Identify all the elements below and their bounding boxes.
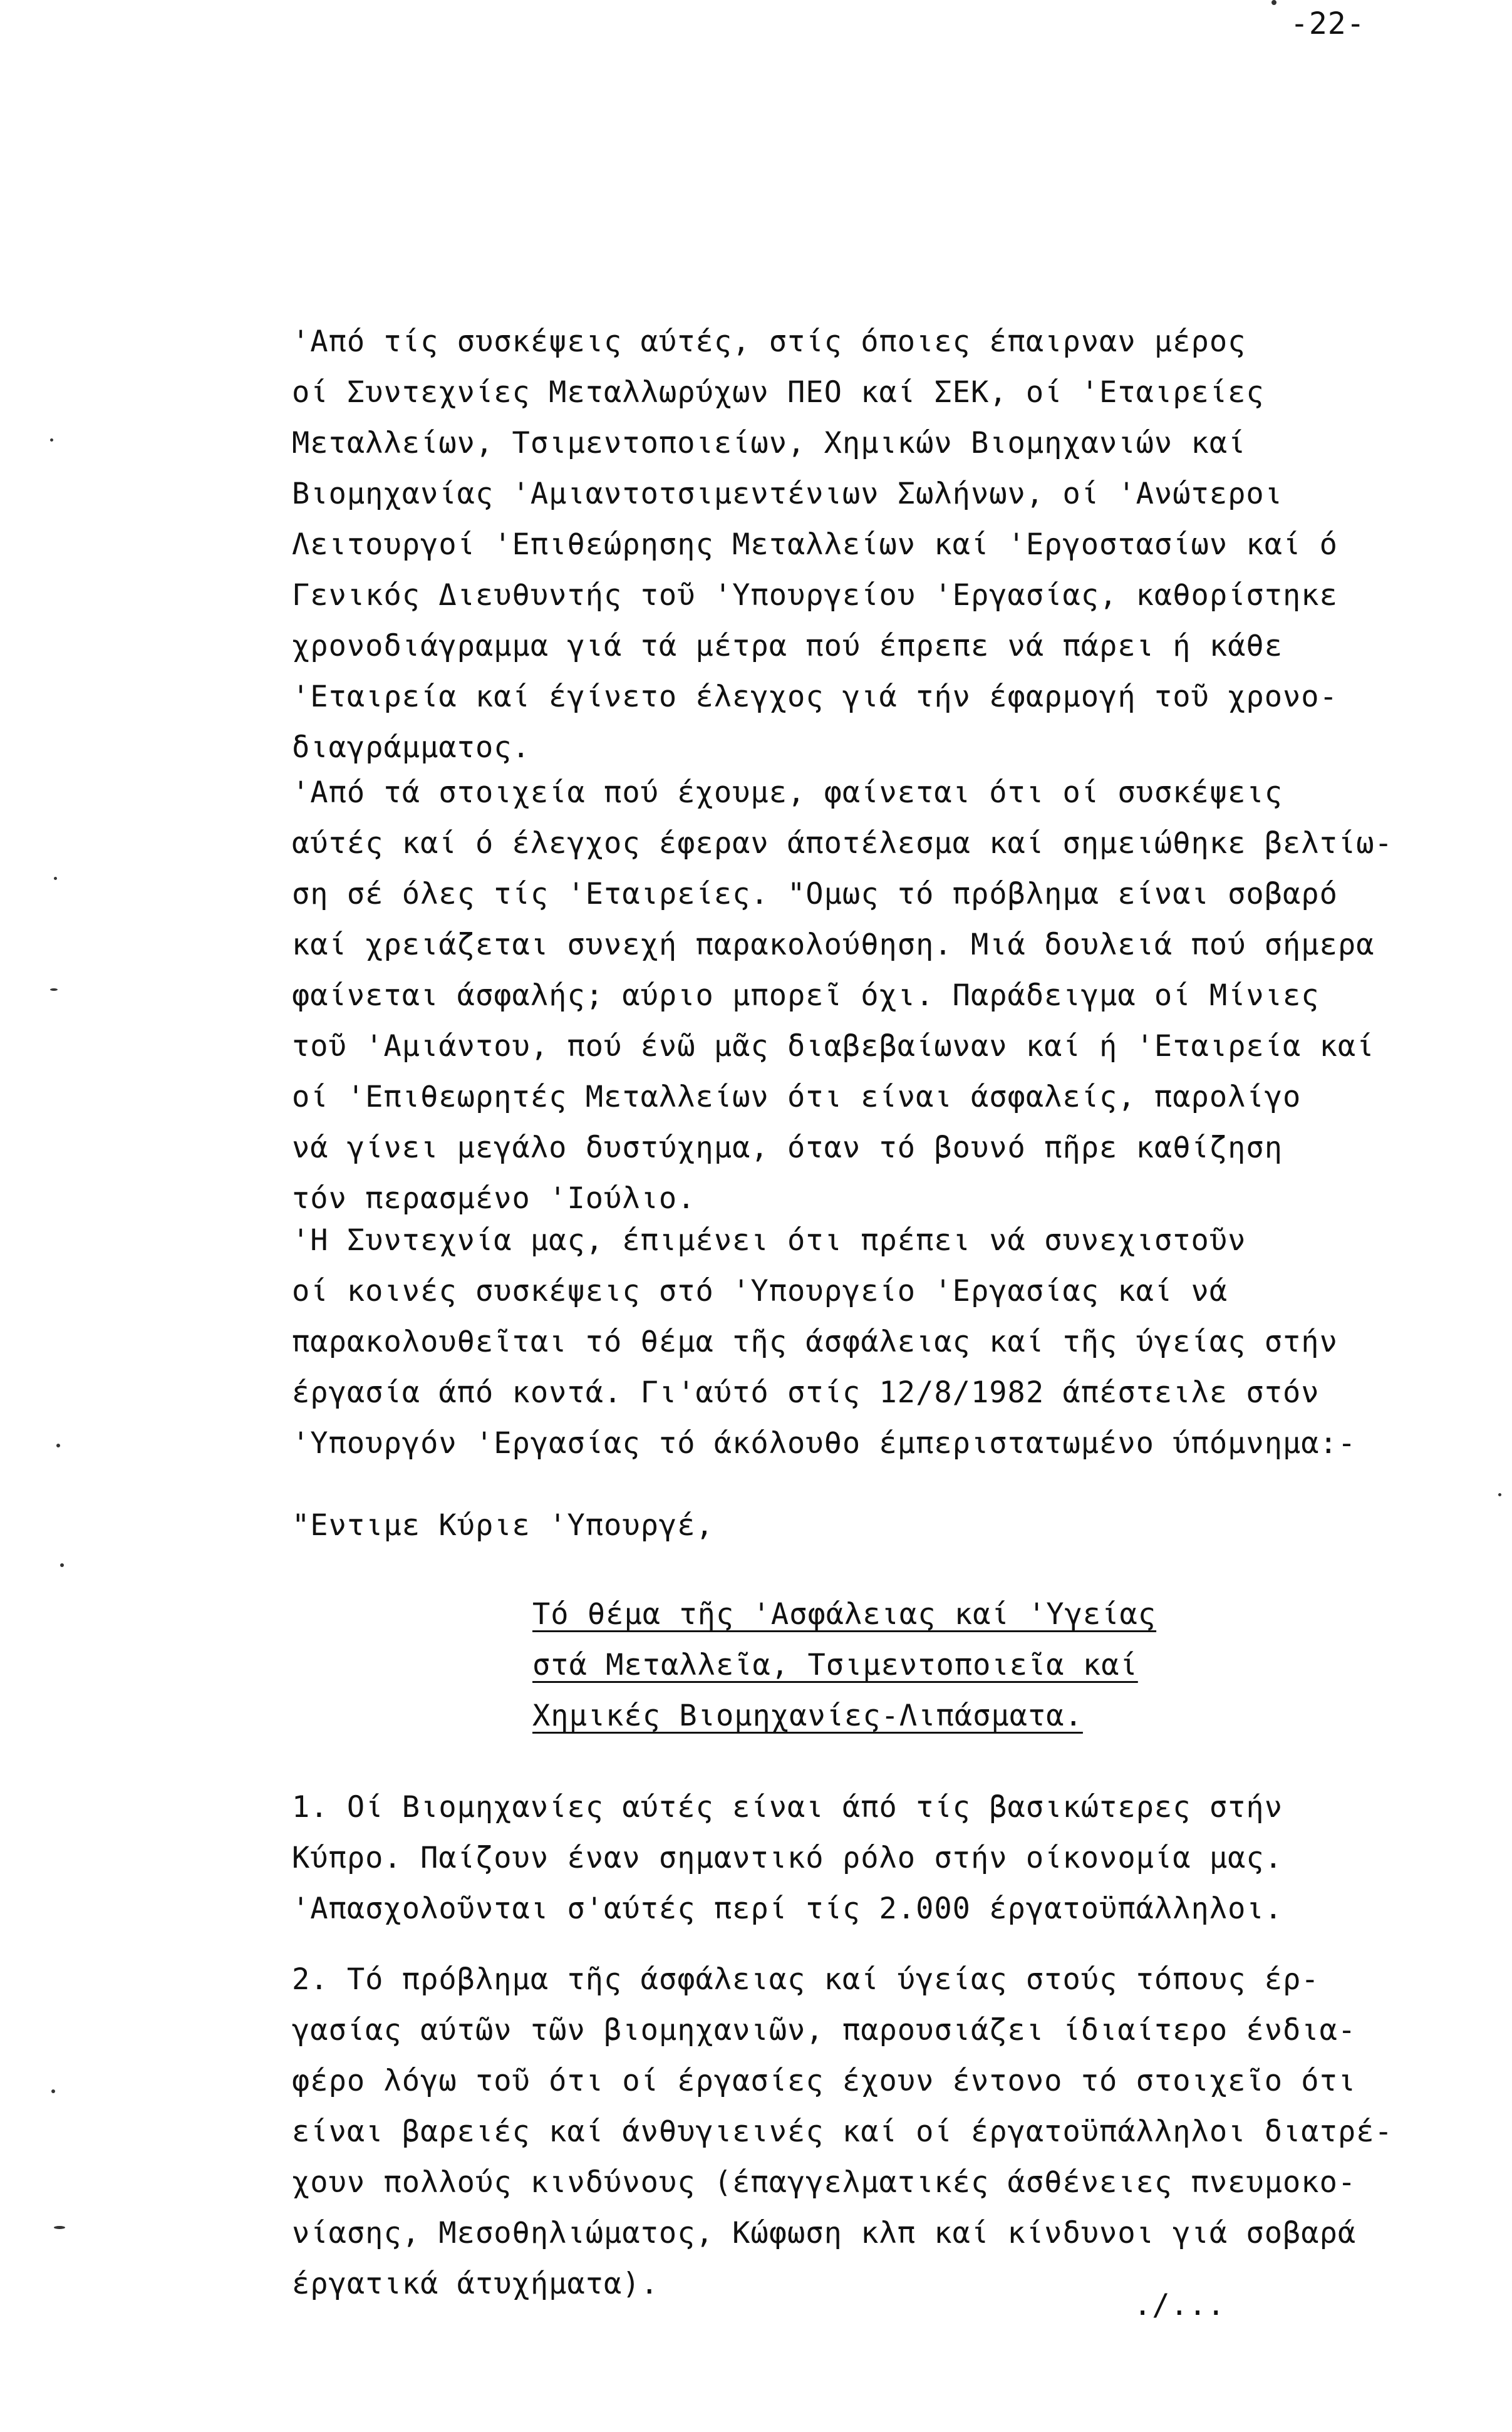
- text-line: διαγράμματος.: [292, 730, 531, 765]
- text-line: 'Από τίς συσκέψεις αύτές, στίς όποιες έπαιρναν μέρος: [292, 324, 1246, 359]
- text-line: νά γίνει μεγάλο δυστύχημα, όταν τό βουνό πῆρε καθίζηση: [292, 1131, 1283, 1165]
- scan-speck: [50, 438, 53, 442]
- salutation: "Εντιμε Κύριε 'Υπουργέ,: [292, 1508, 714, 1543]
- text-line: Γενικός Διευθυντής τοῦ 'Υπουργείου 'Εργασίας, καθορίστηκε: [292, 578, 1338, 613]
- numbered-item-2: [292, 1954, 1407, 2309]
- text-line: 'Απασχολοῦνται σ'αύτές περί τίς 2.000 έργατοϋπάλληλοι.: [292, 1891, 1283, 1926]
- text-line: αύτές καί ό έλεγχος έφεραν άποτέλεσμα καί σημειώθηκε βελτίω-: [292, 826, 1393, 861]
- text-line: Βιομηχανίας 'Αμιαντοτσιμεντένιων Σωλήνων, οί 'Ανώτεροι: [292, 477, 1283, 511]
- text-line: έργατικά άτυχήματα).: [292, 2267, 659, 2301]
- text-line: τοῦ 'Αμιάντου, πού ένῶ μᾶς διαβεβαίωναν καί ή 'Εταιρεία καί: [292, 1029, 1375, 1063]
- text-line: καί χρειάζεται συνεχή παρακολούθηση. Μιά δουλειά πού σήμερα: [292, 928, 1375, 962]
- text-line: έργασία άπό κοντά. Γι'αύτό στίς 12/8/1982 άπέστειλε στόν: [292, 1375, 1320, 1410]
- page-number: -22-: [1290, 6, 1365, 41]
- text-line: Μεταλλείων, Τσιμεντοποιείων, Χημικών Βιομηχανιών καί: [292, 426, 1246, 460]
- scan-speck: [1498, 1493, 1501, 1496]
- text-line: οί κοινές συσκέψεις στό 'Υπουργείο 'Εργασίας καί νά: [292, 1274, 1228, 1308]
- text-line: φέρο λόγω τοῦ ότι οί έργασίες έχουν έντονο τό στοιχεῖο ότι: [292, 2064, 1357, 2098]
- text-line: Κύπρο. Παίζουν έναν σημαντικό ρόλο στήν οίκονομία μας.: [292, 1841, 1283, 1875]
- scan-speck: [56, 1444, 60, 1447]
- text-line: οί Συντεχνίες Μεταλλωρύχων ΠΕΟ καί ΣΕΚ, οί 'Εταιρείες: [292, 375, 1265, 410]
- text-line: 2. Τό πρόβλημα τῆς άσφάλειας καί ύγείας στούς τόπους έρ-: [292, 1962, 1320, 1997]
- text-line: χουν πολλούς κινδύνους (έπαγγελματικές άσθένειες πνευμοκο-: [292, 2165, 1357, 2200]
- text-line: είναι βαρειές καί άνθυγιεινές καί οί έργατοϋπάλληλοι διατρέ-: [292, 2114, 1393, 2149]
- scan-speck: [1271, 0, 1276, 5]
- paragraph-results: [292, 767, 1407, 1224]
- text-line: 'Από τά στοιχεία πού έχουμε, φαίνεται ότι οί συσκέψεις: [292, 775, 1283, 810]
- scan-speck: [60, 1563, 64, 1567]
- text-line: χρονοδιάγραμμα γιά τά μέτρα πού έπρεπε νά πάρει ή κάθε: [292, 629, 1283, 663]
- text-line: οί 'Επιθεωρητές Μεταλλείων ότι είναι άσφαλείς, παρολίγο: [292, 1080, 1302, 1114]
- text-line: φαίνεται άσφαλής; αύριο μπορεῖ όχι. Παράδειγμα οί Μίνιες: [292, 978, 1320, 1013]
- text-line: 'Υπουργόν 'Εργασίας τό άκόλουθο έμπεριστατωμένο ύπόμνημα:-: [292, 1426, 1357, 1461]
- text-line: παρακολουθεῖται τό θέμα τῆς άσφάλειας καί τῆς ύγείας στήν: [292, 1325, 1338, 1359]
- scan-speck: [50, 988, 58, 991]
- scan-speck: [54, 877, 57, 880]
- subject-line: Χημικές Βιομηχανίες-Λιπάσματα.: [532, 1699, 1083, 1733]
- continuation-mark: ./...: [1134, 2288, 1226, 2322]
- numbered-item-1: [292, 1782, 1407, 1934]
- subject-line: Τό θέμα τῆς 'Ασφάλειας καί 'Υγείας: [532, 1597, 1157, 1632]
- text-line: γασίας αύτῶν τῶν βιομηχανιῶν, παρουσιάζει ίδιαίτερο ένδια-: [292, 2013, 1357, 2047]
- scan-speck: [51, 2089, 55, 2093]
- text-line: τόν περασμένο 'Ιούλιο.: [292, 1181, 696, 1216]
- text-line: 1. Οί Βιομηχανίες αύτές είναι άπό τίς βασικώτερες στήν: [292, 1790, 1283, 1824]
- scan-speck: [54, 2226, 65, 2229]
- text-line: νίασης, Μεσοθηλιώματος, Κώφωση κλπ καί κίνδυνοι γιά σοβαρά: [292, 2216, 1357, 2250]
- text-line: ση σέ όλες τίς 'Εταιρείες. "Ομως τό πρόβλημα είναι σοβαρό: [292, 877, 1338, 911]
- text-line: 'Η Συντεχνία μας, έπιμένει ότι πρέπει νά συνεχιστοῦν: [292, 1223, 1246, 1258]
- paragraph-union: [292, 1215, 1407, 1469]
- paragraph-meetings: [292, 316, 1407, 773]
- subject-heading: [532, 1589, 1156, 1741]
- text-line: Λειτουργοί 'Επιθεώρησης Μεταλλείων καί 'Εργοστασίων καί ό: [292, 527, 1338, 562]
- text-line: 'Εταιρεία καί έγίνετο έλεγχος γιά τήν έφαρμογή τοῦ χρονο-: [292, 680, 1338, 714]
- subject-line: στά Μεταλλεῖα, Τσιμεντοποιεῖα καί: [532, 1648, 1138, 1682]
